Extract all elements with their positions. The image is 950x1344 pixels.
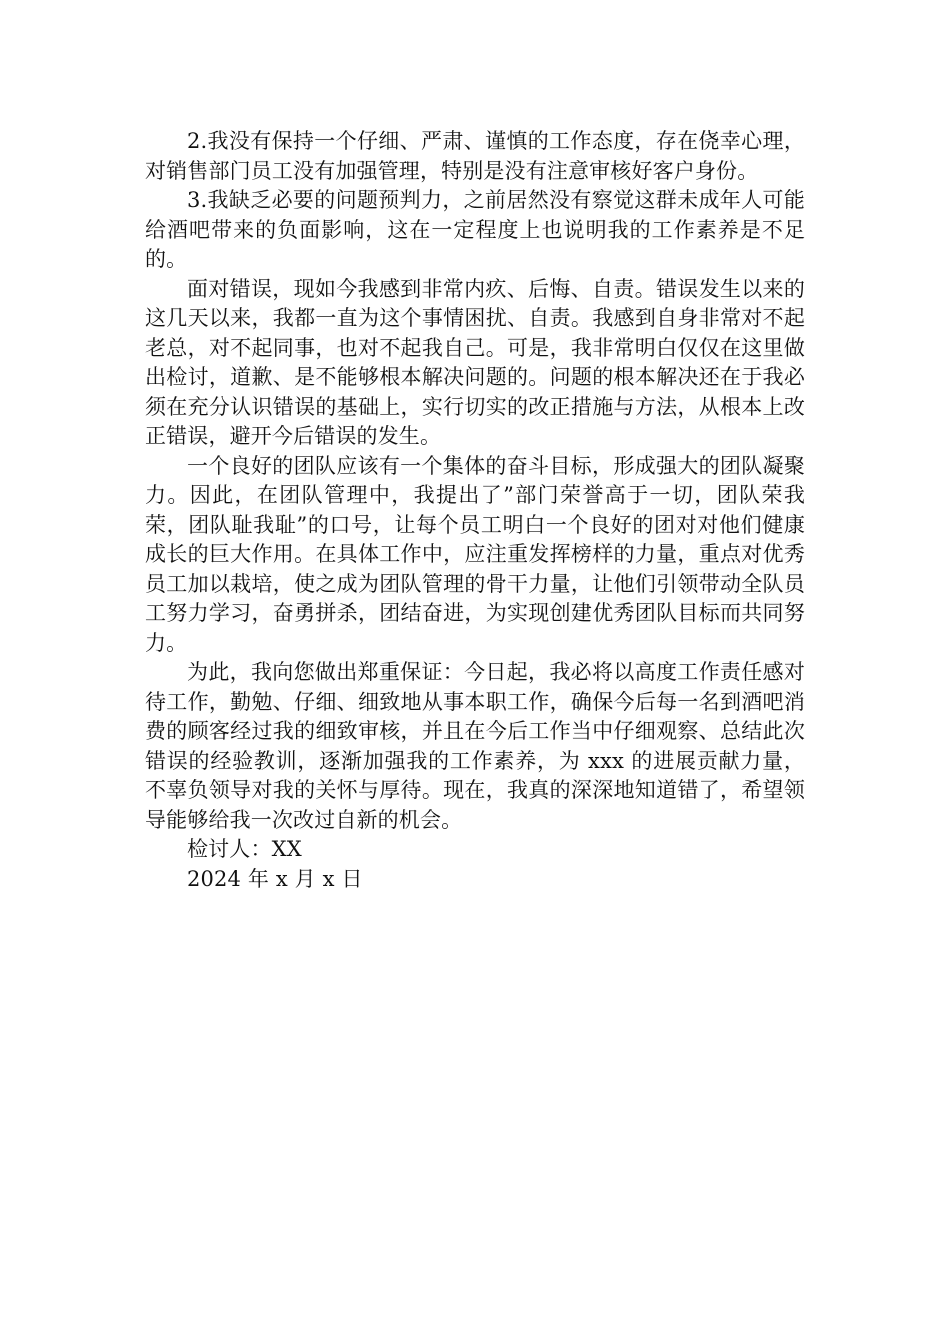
paragraph-guarantee: 为此，我向您做出郑重保证：今日起，我必将以高度工作责任感对待工作，勤勉、仔细、细致地从事本职工作，确保今后每一名到酒吧消费的顾客经过我的细致审核，并且在今后工作当中仔细观察、总结此次错误的经验教训，逐渐加强我的工作素养，为 xxx 的进展贡献力量，不辜负领导对我的关怀与厚待。现在，我真的深深地知道错了，希望领导能够给我一次改过自新的机会。	[145, 660, 805, 832]
paragraph-point-2: 2.我没有保持一个仔细、严肃、谨慎的工作态度，存在侥幸心理，对销售部门员工没有加强管理，特别是没有注意审核好客户身份。	[145, 129, 805, 183]
paragraph-point-3: 3.我缺乏必要的问题预判力，之前居然没有察觉这群未成年人可能给酒吧带来的负面影响，这在一定程度上也说明我的工作素养是不足的。	[145, 188, 805, 271]
paragraph-facing-mistakes: 面对错误，现如今我感到非常内疚、后悔、自责。错误发生以来的这几天以来，我都一直为这个事情困扰、自责。我感到自身非常对不起老总，对不起同事，也对不起我自己。可是，我非常明白仅仅在这里做出检讨，道歉、是不能够根本解决问题的。问题的根本解决还在于我必须在充分认识错误的基础上，实行切实的改正措施与方法，从根本上改正错误，避开今后错误的发生。	[145, 276, 805, 448]
paragraph-team-goal: 一个良好的团队应该有一个集体的奋斗目标，形成强大的团队凝聚力。因此，在团队管理中，我提出了”部门荣誉高于一切，团队荣我荣，团队耻我耻”的口号，让每个员工明白一个良好的团对对他们健康成长的巨大作用。在具体工作中，应注重发挥榜样的力量，重点对优秀员工加以栽培，使之成为团队管理的骨干力量，让他们引领带动全队员工努力学习，奋勇拼杀，团结奋进，为实现创建优秀团队目标而共同努力。	[145, 453, 805, 655]
document-body	[145, 127, 805, 894]
date-line: 2024 年 x 月 x 日	[187, 866, 363, 891]
signature-line: 检讨人：XX	[187, 837, 302, 861]
